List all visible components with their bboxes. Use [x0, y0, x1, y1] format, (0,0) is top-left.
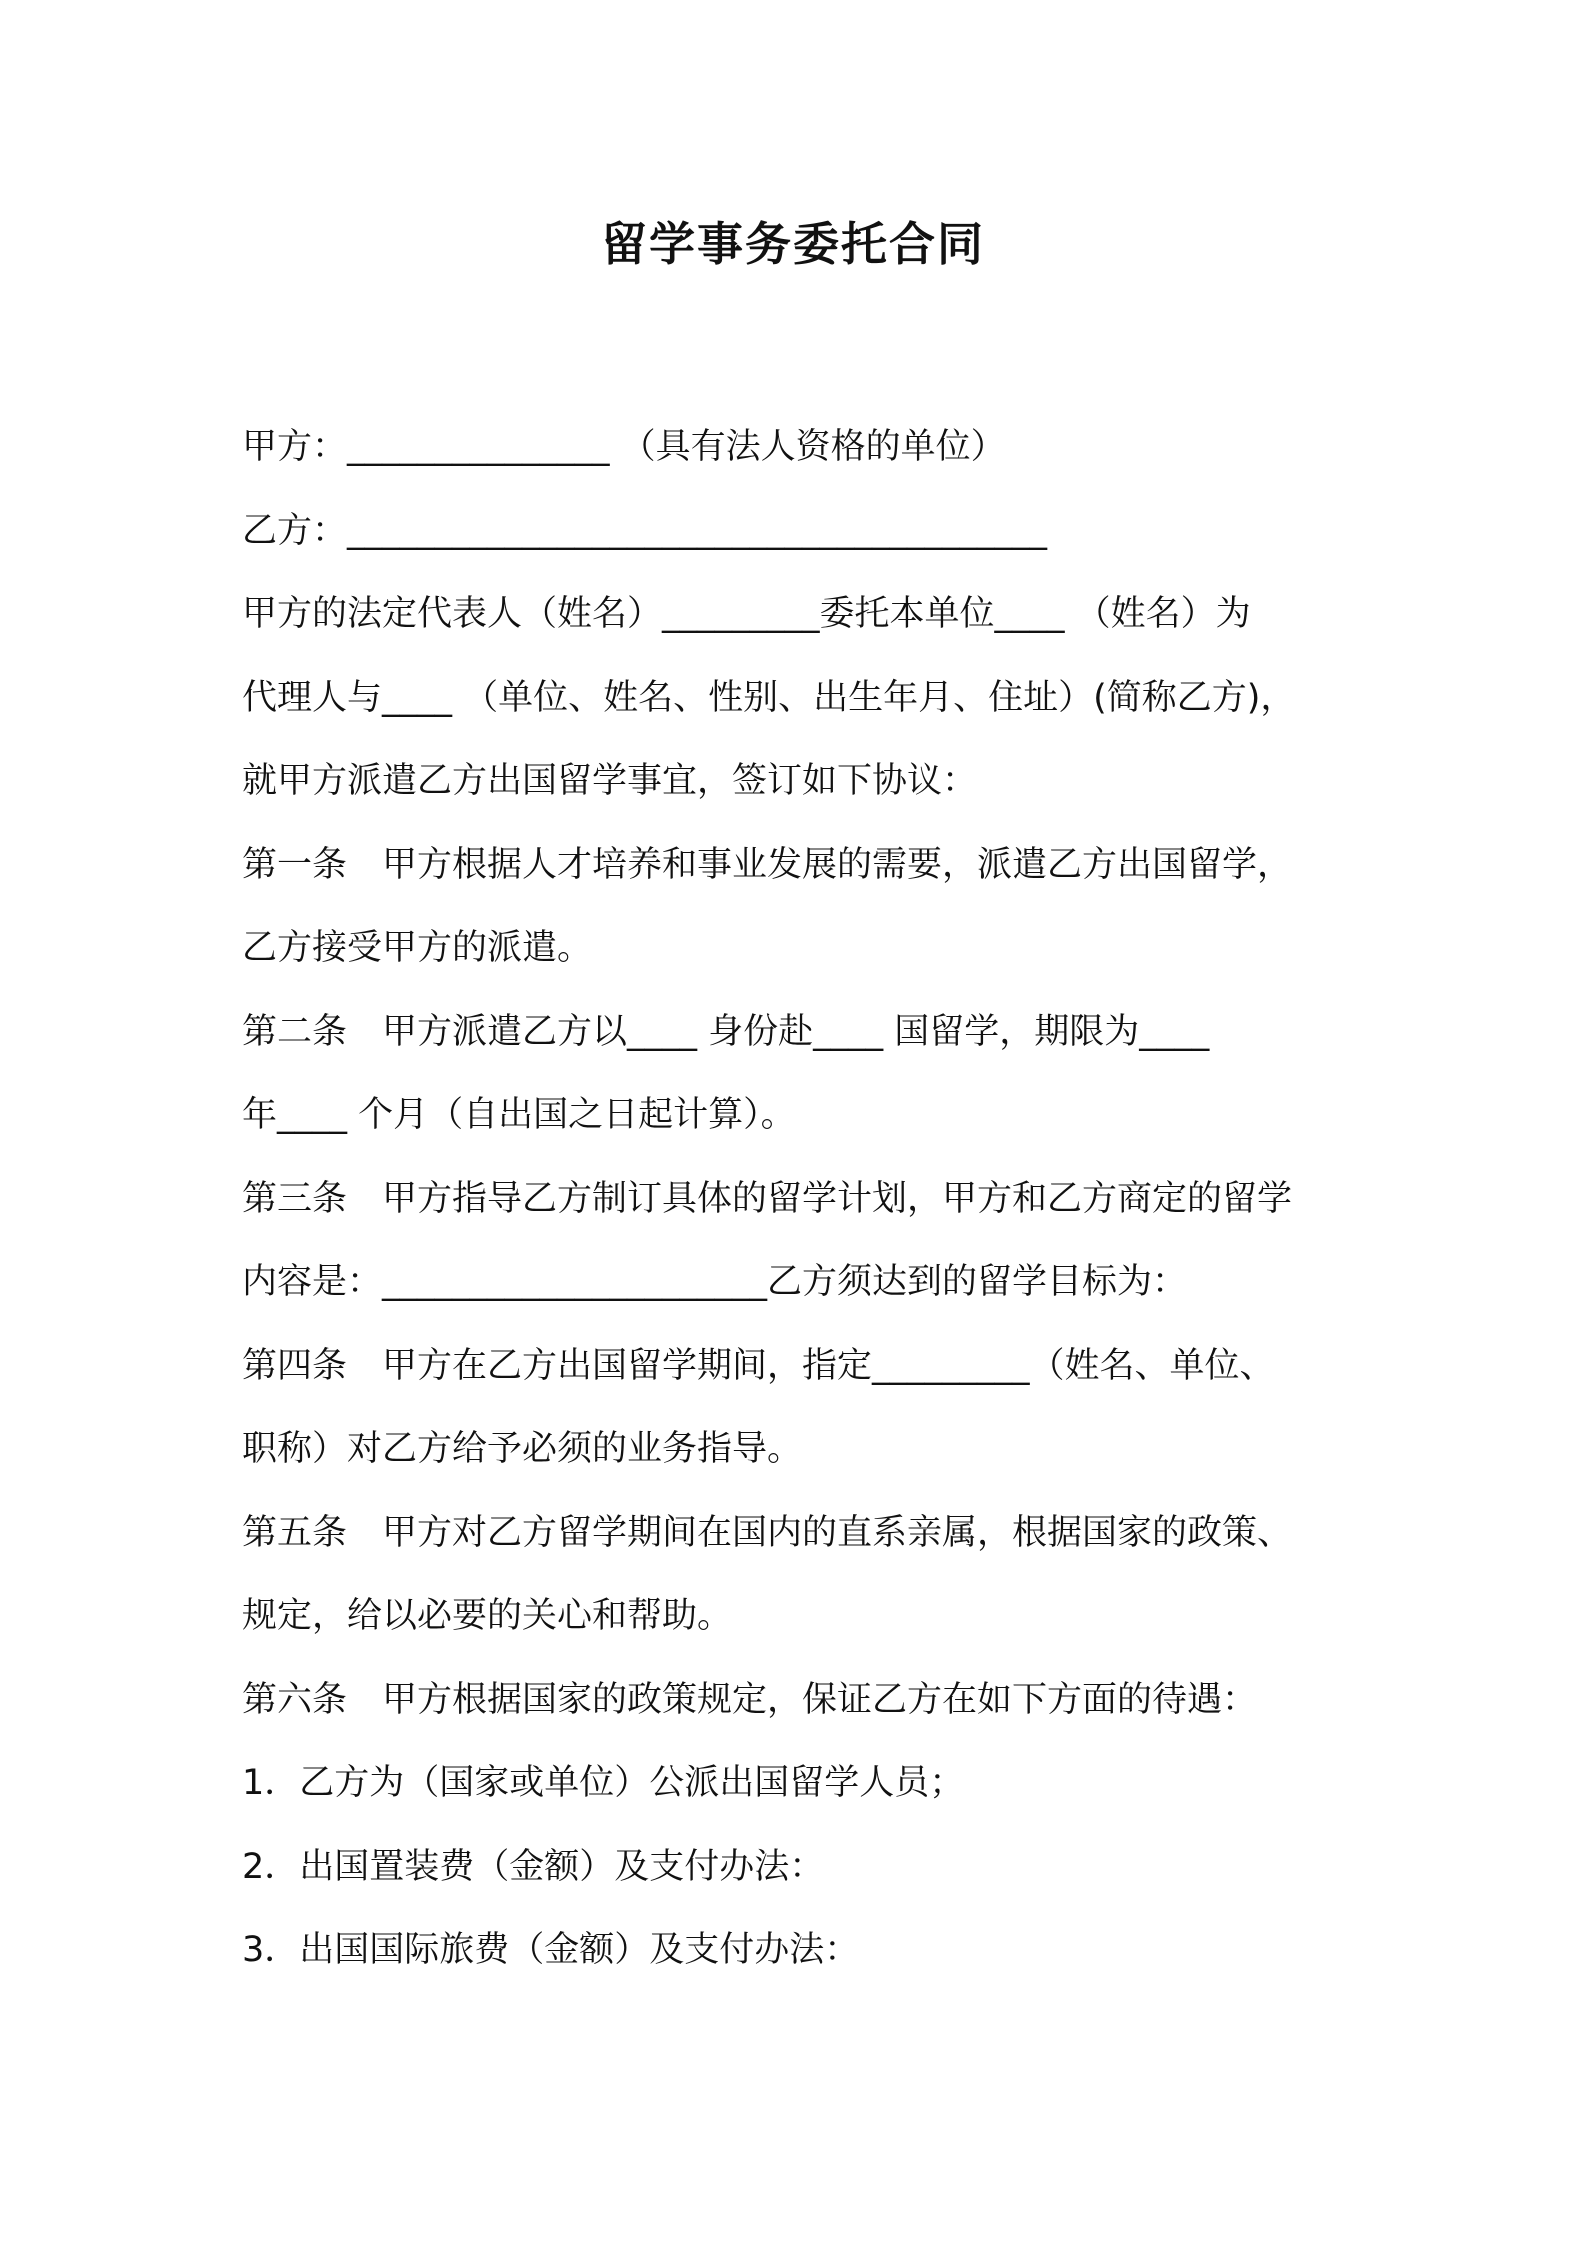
document-body — [242, 406, 1372, 1993]
article-1-line-2: 乙方接受甲方的派遣。 — [242, 928, 593, 968]
representative-line: 甲方的法定代表人（姓名）_________委托本单位____ （姓名）为 — [242, 594, 1251, 634]
article-3-line-2: 内容是：______________________乙方须达到的留学目标为： — [242, 1262, 1188, 1302]
agent-line: 代理人与____ （单位、姓名、性别、出生年月、住址）(简称乙方)， — [242, 677, 1296, 718]
article-4-line-1: 第四条 甲方在乙方出国留学期间，指定_________（姓名、单位、 — [242, 1345, 1275, 1386]
document-title: 留学事务委托合同 — [601, 217, 985, 271]
party-b-line: 乙方：________________________________________ — [242, 510, 1048, 551]
article-1-line-1: 第一条 甲方根据人才培养和事业发展的需要，派遣乙方出国留学， — [242, 844, 1293, 885]
list-item-3: 3．出国国际旅费（金额）及支付办法： — [242, 1930, 860, 1970]
party-a-line: 甲方：_______________ （具有法人资格的单位） — [242, 427, 1006, 467]
article-3-line-1: 第三条 甲方指导乙方制订具体的留学计划，甲方和乙方商定的留学 — [242, 1178, 1293, 1219]
list-item-1: 1．乙方为（国家或单位）公派出国留学人员； — [242, 1763, 965, 1803]
article-4-line-2: 职称）对乙方给予必须的业务指导。 — [242, 1429, 803, 1469]
list-item-2: 2．出国置装费（金额）及支付办法： — [242, 1846, 825, 1887]
article-2-line-2: 年____ 个月（自出国之日起计算）。 — [242, 1095, 796, 1135]
article-2-line-1: 第二条 甲方派遣乙方以____ 身份赴____ 国留学，期限为____ — [242, 1011, 1210, 1052]
preamble-line: 就甲方派遣乙方出国留学事宜，签订如下协议： — [242, 761, 978, 801]
article-6-line: 第六条 甲方根据国家的政策规定，保证乙方在如下方面的待遇： — [242, 1679, 1258, 1720]
article-5-line-2: 规定，给以必要的关心和帮助。 — [242, 1596, 733, 1636]
article-5-line-1: 第五条 甲方对乙方留学期间在国内的直系亲属，根据国家的政策、 — [242, 1512, 1293, 1553]
